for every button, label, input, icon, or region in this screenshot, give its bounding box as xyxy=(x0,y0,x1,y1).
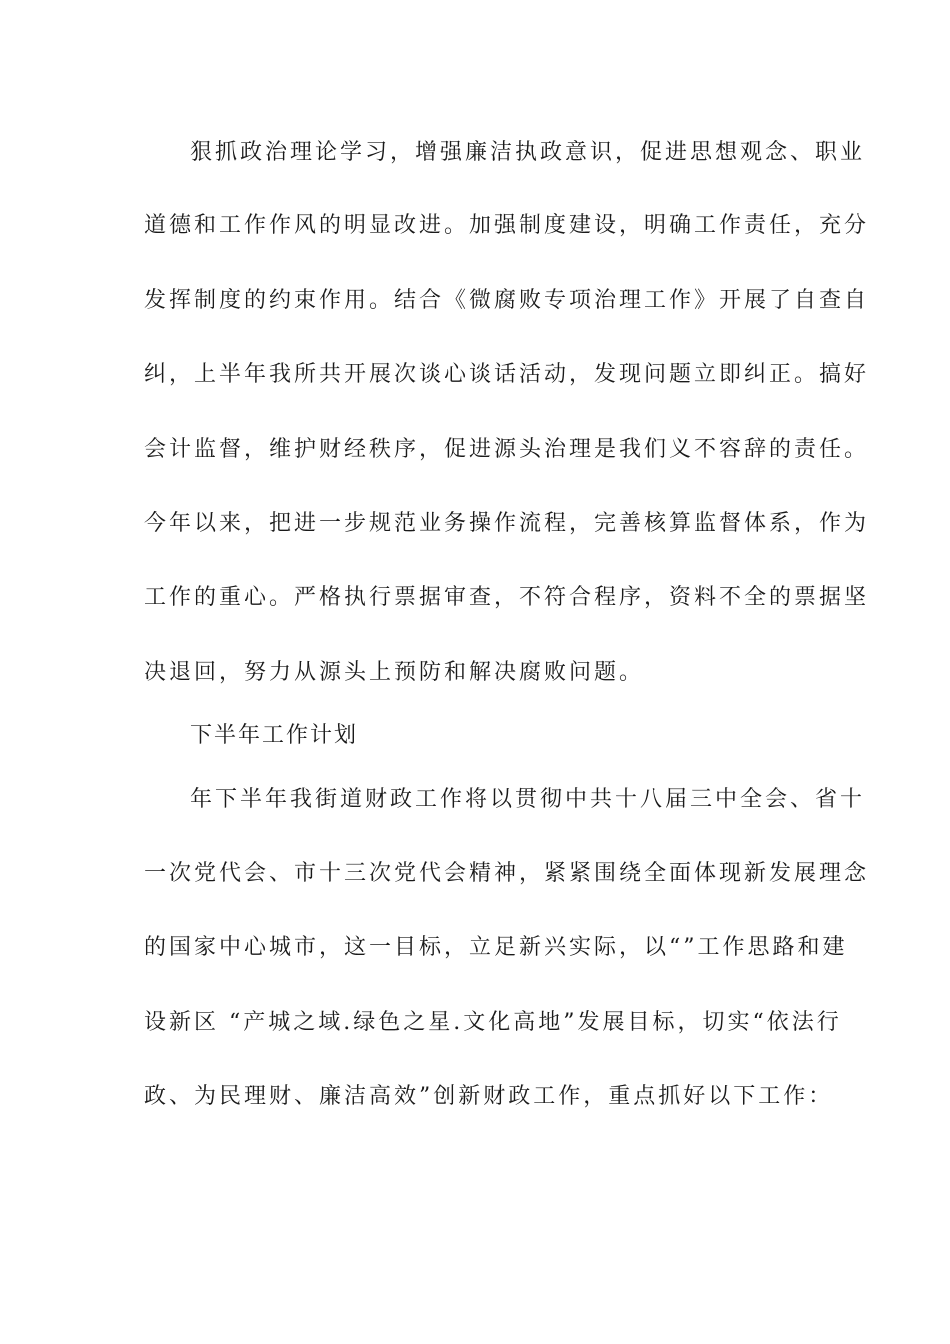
paragraph-2-line-5: 政、为民理财、廉洁高效”创新财政工作，重点抓好以下工作： xyxy=(144,1084,834,1109)
paragraph-1-line-7: 工作的重心。严格执行票据审查，不符合程序，资料不全的票据坚 xyxy=(144,585,870,610)
paragraph-2-line-4: 设新区 “产城之域.绿色之星.文化高地”发展目标，切实“依法行 xyxy=(144,1010,842,1035)
paragraph-2-line-3: 的国家中心城市，这一目标，立足新兴实际，以“”工作思路和建 xyxy=(144,935,848,960)
paragraph-2-line-2: 一次党代会、市十三次党代会精神，紧紧围绕全面体现新发展理念 xyxy=(144,861,870,886)
paragraph-2-line-1: 年下半年我街道财政工作将以贯彻中共十八届三中全会、省十 xyxy=(190,787,866,812)
paragraph-1-line-8: 决退回，努力从源头上预防和解决腐败问题。 xyxy=(144,660,645,685)
paragraph-1-line-5: 会计监督，维护财经秩序，促进源头治理是我们义不容辞的责任。 xyxy=(144,437,870,462)
section-heading: 下半年工作计划 xyxy=(190,723,359,748)
paragraph-1-line-1: 狠抓政治理论学习，增强廉洁执政意识，促进思想观念、职业 xyxy=(190,140,866,165)
paragraph-1-line-4: 纠，上半年我所共开展次谈心谈话活动，发现问题立即纠正。搞好 xyxy=(144,362,870,387)
paragraph-1-line-3: 发挥制度的约束作用。结合《微腐败专项治理工作》开展了自查自 xyxy=(144,288,870,313)
paragraph-1-line-6: 今年以来，把进一步规范业务操作流程，完善核算监督体系，作为 xyxy=(144,511,870,536)
paragraph-1-line-2: 道德和工作作风的明显改进。加强制度建设，明确工作责任，充分 xyxy=(144,213,870,238)
